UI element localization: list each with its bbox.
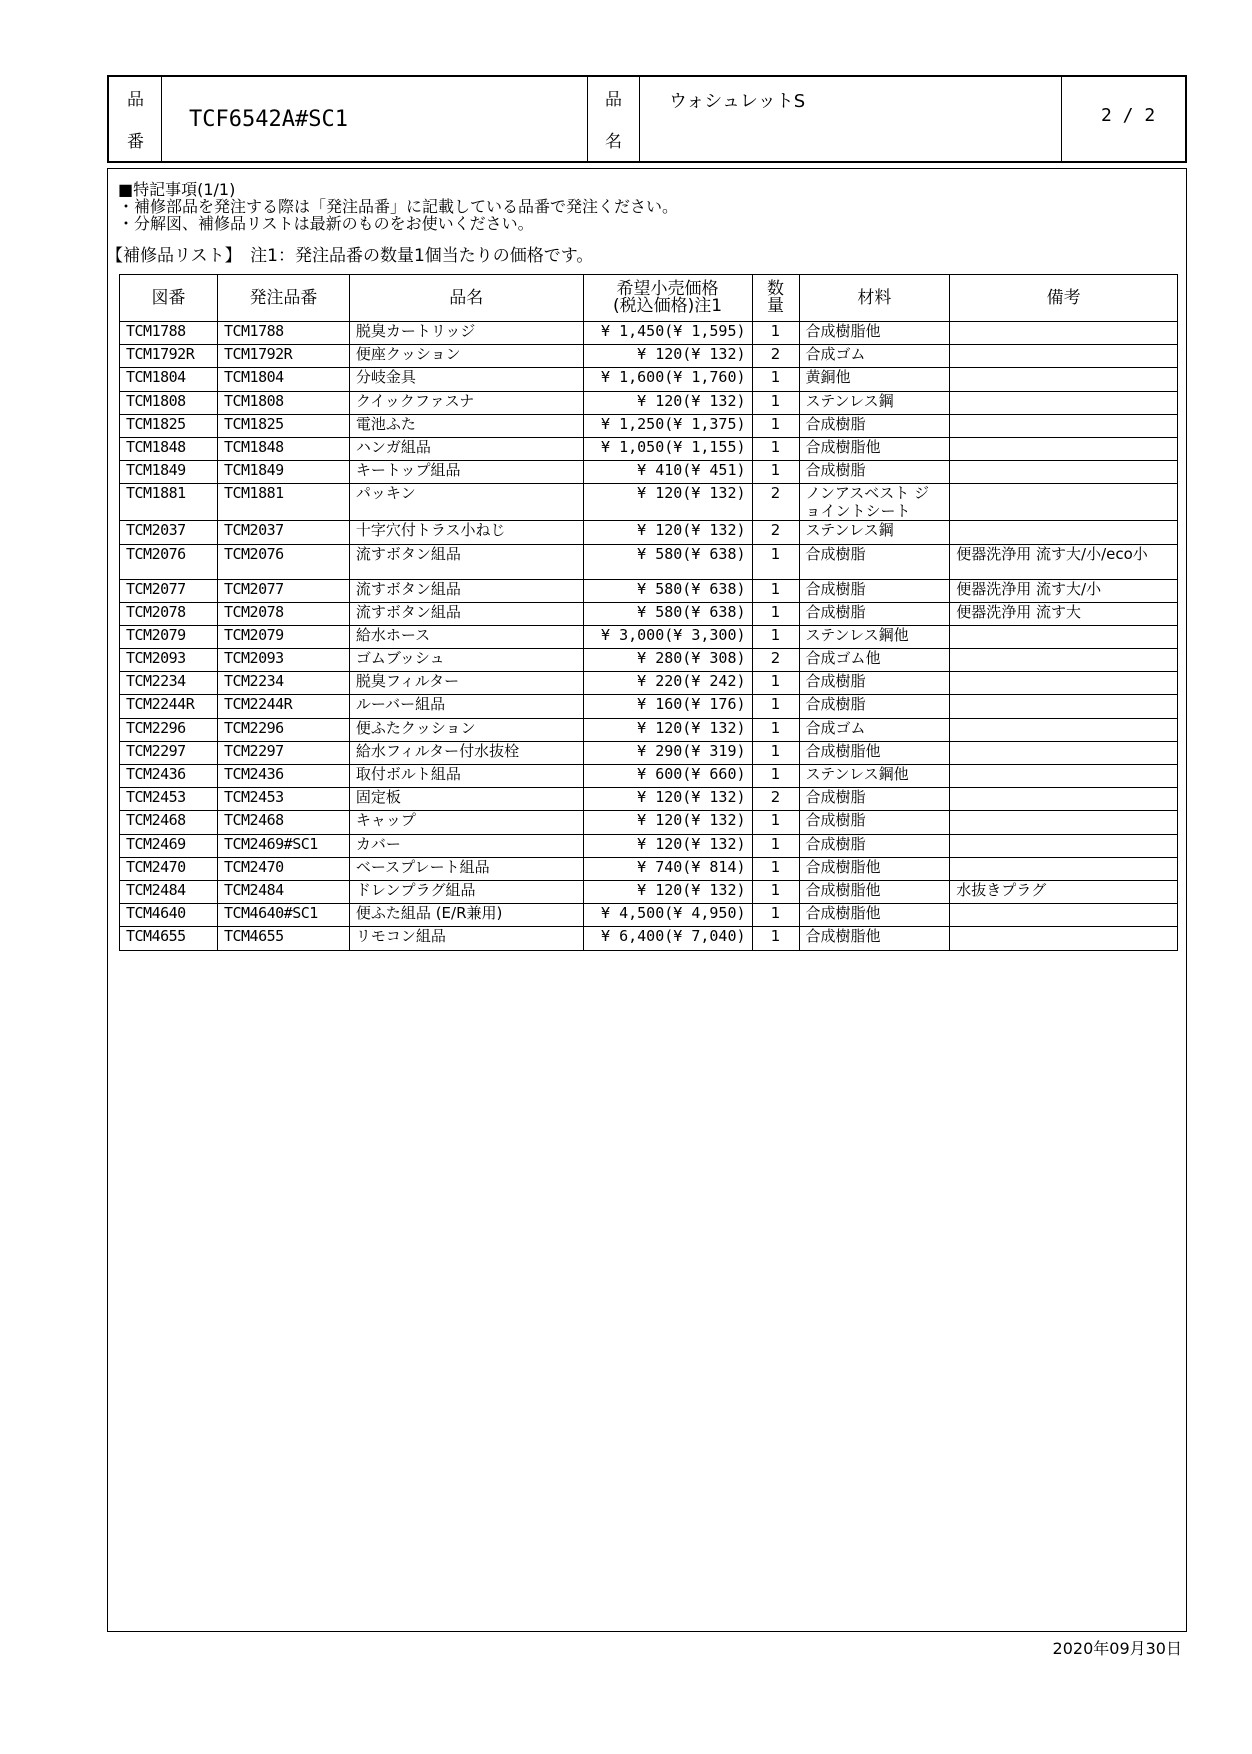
cell-order: TCM2484: [217, 880, 349, 903]
cell-qty: 1: [752, 880, 799, 903]
divider: [587, 77, 588, 161]
divider: [161, 77, 162, 161]
cell-remarks: [950, 741, 1178, 764]
cell-remarks: [950, 718, 1178, 741]
cell-name: 脱臭フィルター: [349, 672, 583, 695]
special-notes: [118, 181, 678, 232]
cell-material: 合成ゴム: [799, 718, 950, 741]
cell-material: 合成樹脂他: [799, 322, 950, 345]
cell-fig: TCM1825: [120, 414, 218, 437]
notes-line: ・補修部品を発注する際は「発注品番」に記載している品番で発注ください。: [118, 197, 679, 216]
cell-fig: TCM2037: [120, 521, 218, 544]
cell-name: ハンガ組品: [349, 437, 583, 460]
cell-material: 合成樹脂: [799, 788, 950, 811]
cell-fig: TCM2076: [120, 544, 218, 579]
qty-header-line2: 量: [767, 296, 785, 316]
cell-price: ¥ 120(¥ 132): [583, 788, 752, 811]
cell-qty: 1: [752, 437, 799, 460]
cell-remarks: [950, 695, 1178, 718]
cell-order: TCM1792R: [217, 345, 349, 368]
cell-material: 合成樹脂: [799, 602, 950, 625]
cell-remarks: [950, 834, 1178, 857]
cell-price: ¥ 580(¥ 638): [583, 602, 752, 625]
cell-fig: TCM2470: [120, 857, 218, 880]
cell-material: 黄銅他: [799, 368, 950, 391]
table-row: [120, 834, 1178, 857]
cell-qty: 1: [752, 414, 799, 437]
col-header-order-no: 発注品番: [217, 275, 349, 322]
cell-order: TCM2297: [217, 741, 349, 764]
cell-qty: 2: [752, 345, 799, 368]
cell-price: ¥ 120(¥ 132): [583, 521, 752, 544]
cell-remarks: 便器洗浄用 流す大/小: [950, 579, 1178, 602]
cell-price: ¥ 1,450(¥ 1,595): [583, 322, 752, 345]
col-header-material: 材料: [799, 275, 950, 322]
table-row: [120, 927, 1178, 950]
cell-material: ステンレス鋼: [799, 391, 950, 414]
cell-name: クイックファスナ: [349, 391, 583, 414]
col-header-price: [583, 275, 752, 322]
cell-qty: 1: [752, 857, 799, 880]
cell-fig: TCM1804: [120, 368, 218, 391]
table-row: [120, 695, 1178, 718]
cell-price: ¥ 580(¥ 638): [583, 544, 752, 579]
cell-order: TCM2077: [217, 579, 349, 602]
cell-qty: 1: [752, 695, 799, 718]
table-row: [120, 625, 1178, 648]
cell-qty: 1: [752, 718, 799, 741]
col-header-remarks: 備考: [950, 275, 1178, 322]
cell-fig: TCM2296: [120, 718, 218, 741]
cell-order: TCM1804: [217, 368, 349, 391]
cell-remarks: [950, 904, 1178, 927]
cell-remarks: [950, 461, 1178, 484]
cell-order: TCM2453: [217, 788, 349, 811]
cell-order: TCM2093: [217, 649, 349, 672]
cell-fig: TCM4640: [120, 904, 218, 927]
cell-order: TCM2468: [217, 811, 349, 834]
cell-name: 便ふたクッション: [349, 718, 583, 741]
cell-qty: 1: [752, 579, 799, 602]
cell-price: ¥ 740(¥ 814): [583, 857, 752, 880]
cell-fig: TCM2484: [120, 880, 218, 903]
cell-name: 固定板: [349, 788, 583, 811]
cell-price: ¥ 280(¥ 308): [583, 649, 752, 672]
cell-name: 給水ホース: [349, 625, 583, 648]
cell-name: キャップ: [349, 811, 583, 834]
cell-fig: TCM2468: [120, 811, 218, 834]
cell-remarks: [950, 811, 1178, 834]
cell-qty: 1: [752, 602, 799, 625]
cell-name: ルーバー組品: [349, 695, 583, 718]
table-row: [120, 811, 1178, 834]
notes-line: ・分解図、補修品リストは最新のものをお使いください。: [118, 214, 534, 233]
part-no-label-bottom: 番: [127, 132, 144, 152]
price-header-line2: (税込価格)注1: [613, 296, 723, 316]
cell-name: 便座クッション: [349, 345, 583, 368]
name-label-bottom: 名: [605, 132, 622, 152]
cell-order: TCM2037: [217, 521, 349, 544]
table-row: [120, 880, 1178, 903]
table-header-row: [120, 275, 1178, 322]
cell-qty: 2: [752, 484, 799, 521]
cell-material: 合成樹脂他: [799, 927, 950, 950]
table-row: [120, 391, 1178, 414]
table-body: [120, 322, 1178, 951]
cell-remarks: [950, 521, 1178, 544]
cell-qty: 1: [752, 544, 799, 579]
cell-name: ドレンプラグ組品: [349, 880, 583, 903]
cell-remarks: [950, 345, 1178, 368]
cell-price: ¥ 120(¥ 132): [583, 834, 752, 857]
cell-price: ¥ 290(¥ 319): [583, 741, 752, 764]
qty-header-line1: 数: [767, 279, 785, 299]
cell-remarks: 便器洗浄用 流す大/小/eco小: [950, 544, 1178, 579]
cell-order: TCM1881: [217, 484, 349, 521]
cell-price: ¥ 1,600(¥ 1,760): [583, 368, 752, 391]
cell-fig: TCM2234: [120, 672, 218, 695]
cell-name: カバー: [349, 834, 583, 857]
cell-price: ¥ 1,050(¥ 1,155): [583, 437, 752, 460]
table-row: [120, 672, 1178, 695]
cell-qty: 1: [752, 672, 799, 695]
cell-remarks: [950, 414, 1178, 437]
cell-qty: 2: [752, 649, 799, 672]
cell-fig: TCM2297: [120, 741, 218, 764]
cell-name: 流すボタン組品: [349, 602, 583, 625]
cell-remarks: [950, 927, 1178, 950]
cell-name: 十字穴付トラス小ねじ: [349, 521, 583, 544]
cell-price: ¥ 120(¥ 132): [583, 718, 752, 741]
table-row: [120, 521, 1178, 544]
table-row: [120, 649, 1178, 672]
cell-remarks: 便器洗浄用 流す大: [950, 602, 1178, 625]
table-row: [120, 544, 1178, 579]
cell-price: ¥ 580(¥ 638): [583, 579, 752, 602]
cell-order: TCM2234: [217, 672, 349, 695]
cell-qty: 1: [752, 391, 799, 414]
cell-material: ステンレス鋼他: [799, 625, 950, 648]
cell-order: TCM1849: [217, 461, 349, 484]
cell-material: ステンレス鋼: [799, 521, 950, 544]
cell-fig: TCM2078: [120, 602, 218, 625]
cell-order: TCM2079: [217, 625, 349, 648]
cell-material: 合成樹脂: [799, 834, 950, 857]
cell-name: キートップ組品: [349, 461, 583, 484]
cell-material: 合成ゴム: [799, 345, 950, 368]
col-header-qty: [752, 275, 799, 322]
table-row: [120, 857, 1178, 880]
cell-name: 電池ふた: [349, 414, 583, 437]
table-row: [120, 322, 1178, 345]
table-row: [120, 414, 1178, 437]
table-row: [120, 602, 1178, 625]
cell-qty: 1: [752, 834, 799, 857]
cell-order: TCM2436: [217, 765, 349, 788]
table-row: [120, 904, 1178, 927]
table-row: [120, 484, 1178, 521]
table-row: [120, 579, 1178, 602]
cell-price: ¥ 6,400(¥ 7,040): [583, 927, 752, 950]
cell-material: 合成樹脂: [799, 544, 950, 579]
cell-remarks: [950, 765, 1178, 788]
cell-fig: TCM1808: [120, 391, 218, 414]
cell-price: ¥ 4,500(¥ 4,950): [583, 904, 752, 927]
cell-order: TCM2470: [217, 857, 349, 880]
cell-price: ¥ 120(¥ 132): [583, 811, 752, 834]
cell-remarks: [950, 437, 1178, 460]
cell-material: 合成樹脂: [799, 579, 950, 602]
cell-fig: TCM2436: [120, 765, 218, 788]
cell-qty: 2: [752, 788, 799, 811]
cell-price: ¥ 600(¥ 660): [583, 765, 752, 788]
page-number: 2 / 2: [1101, 105, 1156, 126]
product-name: ウォシュレットS: [669, 91, 806, 112]
cell-name: 分岐金具: [349, 368, 583, 391]
cell-remarks: [950, 649, 1178, 672]
cell-qty: 1: [752, 927, 799, 950]
cell-fig: TCM4655: [120, 927, 218, 950]
cell-qty: 1: [752, 904, 799, 927]
cell-qty: 1: [752, 811, 799, 834]
cell-order: TCM1808: [217, 391, 349, 414]
cell-remarks: [950, 625, 1178, 648]
cell-material: 合成樹脂他: [799, 741, 950, 764]
cell-fig: TCM1792R: [120, 345, 218, 368]
issue-date: 2020年09月30日: [1052, 1639, 1182, 1658]
col-header-fig-no: 図番: [120, 275, 218, 322]
cell-qty: 1: [752, 765, 799, 788]
price-header-line1: 希望小売価格: [616, 279, 719, 299]
parts-table: [119, 274, 1178, 951]
cell-price: ¥ 120(¥ 132): [583, 484, 752, 521]
cell-price: ¥ 160(¥ 176): [583, 695, 752, 718]
cell-remarks: [950, 368, 1178, 391]
cell-order: TCM4655: [217, 927, 349, 950]
cell-order: TCM2296: [217, 718, 349, 741]
table-row: [120, 437, 1178, 460]
cell-material: 合成樹脂: [799, 414, 950, 437]
cell-material: 合成樹脂: [799, 695, 950, 718]
cell-order: TCM2469#SC1: [217, 834, 349, 857]
cell-material: 合成樹脂他: [799, 880, 950, 903]
cell-fig: TCM2079: [120, 625, 218, 648]
cell-qty: 1: [752, 625, 799, 648]
cell-qty: 2: [752, 521, 799, 544]
cell-order: TCM2076: [217, 544, 349, 579]
cell-fig: TCM2093: [120, 649, 218, 672]
cell-fig: TCM2469: [120, 834, 218, 857]
list-title: 【補修品リスト】 注1：発注品番の数量1個当たりの価格です。: [106, 246, 594, 266]
cell-order: TCM1788: [217, 322, 349, 345]
table-row: [120, 741, 1178, 764]
content-box: [107, 168, 1187, 1632]
cell-remarks: 水抜きプラグ: [950, 880, 1178, 903]
divider: [639, 77, 640, 161]
cell-remarks: [950, 672, 1178, 695]
cell-price: ¥ 3,000(¥ 3,300): [583, 625, 752, 648]
table-row: [120, 788, 1178, 811]
cell-price: ¥ 220(¥ 242): [583, 672, 752, 695]
cell-material: 合成ゴム他: [799, 649, 950, 672]
table-row: [120, 718, 1178, 741]
cell-material: ノンアスベスト ジョイントシート: [799, 484, 950, 521]
cell-remarks: [950, 788, 1178, 811]
cell-price: ¥ 410(¥ 451): [583, 461, 752, 484]
cell-fig: TCM2077: [120, 579, 218, 602]
part-no-label-top: 品: [127, 90, 144, 110]
cell-order: TCM4640#SC1: [217, 904, 349, 927]
cell-name: 脱臭カートリッジ: [349, 322, 583, 345]
cell-qty: 1: [752, 322, 799, 345]
cell-order: TCM1825: [217, 414, 349, 437]
cell-qty: 1: [752, 368, 799, 391]
cell-fig: TCM1788: [120, 322, 218, 345]
cell-qty: 1: [752, 461, 799, 484]
cell-fig: TCM2244R: [120, 695, 218, 718]
table-row: [120, 765, 1178, 788]
cell-material: 合成樹脂: [799, 461, 950, 484]
cell-fig: TCM1848: [120, 437, 218, 460]
cell-order: TCM1848: [217, 437, 349, 460]
cell-name: リモコン組品: [349, 927, 583, 950]
cell-order: TCM2078: [217, 602, 349, 625]
cell-name: 流すボタン組品: [349, 544, 583, 579]
cell-price: ¥ 1,250(¥ 1,375): [583, 414, 752, 437]
cell-remarks: [950, 391, 1178, 414]
cell-name: 取付ボルト組品: [349, 765, 583, 788]
cell-material: 合成樹脂他: [799, 904, 950, 927]
cell-price: ¥ 120(¥ 132): [583, 880, 752, 903]
cell-material: ステンレス鋼他: [799, 765, 950, 788]
cell-name: パッキン: [349, 484, 583, 521]
cell-name: ゴムブッシュ: [349, 649, 583, 672]
notes-heading: ■特記事項(1/1): [118, 180, 236, 199]
col-header-name: 品名: [349, 275, 583, 322]
cell-remarks: [950, 484, 1178, 521]
cell-remarks: [950, 857, 1178, 880]
table-row: [120, 368, 1178, 391]
cell-name: 便ふた組品 (E/R兼用): [349, 904, 583, 927]
cell-price: ¥ 120(¥ 132): [583, 391, 752, 414]
cell-fig: TCM2453: [120, 788, 218, 811]
cell-material: 合成樹脂他: [799, 857, 950, 880]
cell-material: 合成樹脂他: [799, 437, 950, 460]
cell-qty: 1: [752, 741, 799, 764]
cell-remarks: [950, 322, 1178, 345]
cell-material: 合成樹脂: [799, 672, 950, 695]
cell-material: 合成樹脂: [799, 811, 950, 834]
cell-fig: TCM1849: [120, 461, 218, 484]
table-row: [120, 345, 1178, 368]
cell-order: TCM2244R: [217, 695, 349, 718]
name-label-top: 品: [605, 90, 622, 110]
cell-name: ベースプレート組品: [349, 857, 583, 880]
cell-fig: TCM1881: [120, 484, 218, 521]
cell-price: ¥ 120(¥ 132): [583, 345, 752, 368]
table-row: [120, 461, 1178, 484]
part-number: TCF6542A#SC1: [189, 107, 348, 132]
cell-name: 流すボタン組品: [349, 579, 583, 602]
cell-name: 給水フィルター付水抜栓: [349, 741, 583, 764]
header-box: [107, 75, 1187, 163]
divider: [1061, 77, 1062, 161]
